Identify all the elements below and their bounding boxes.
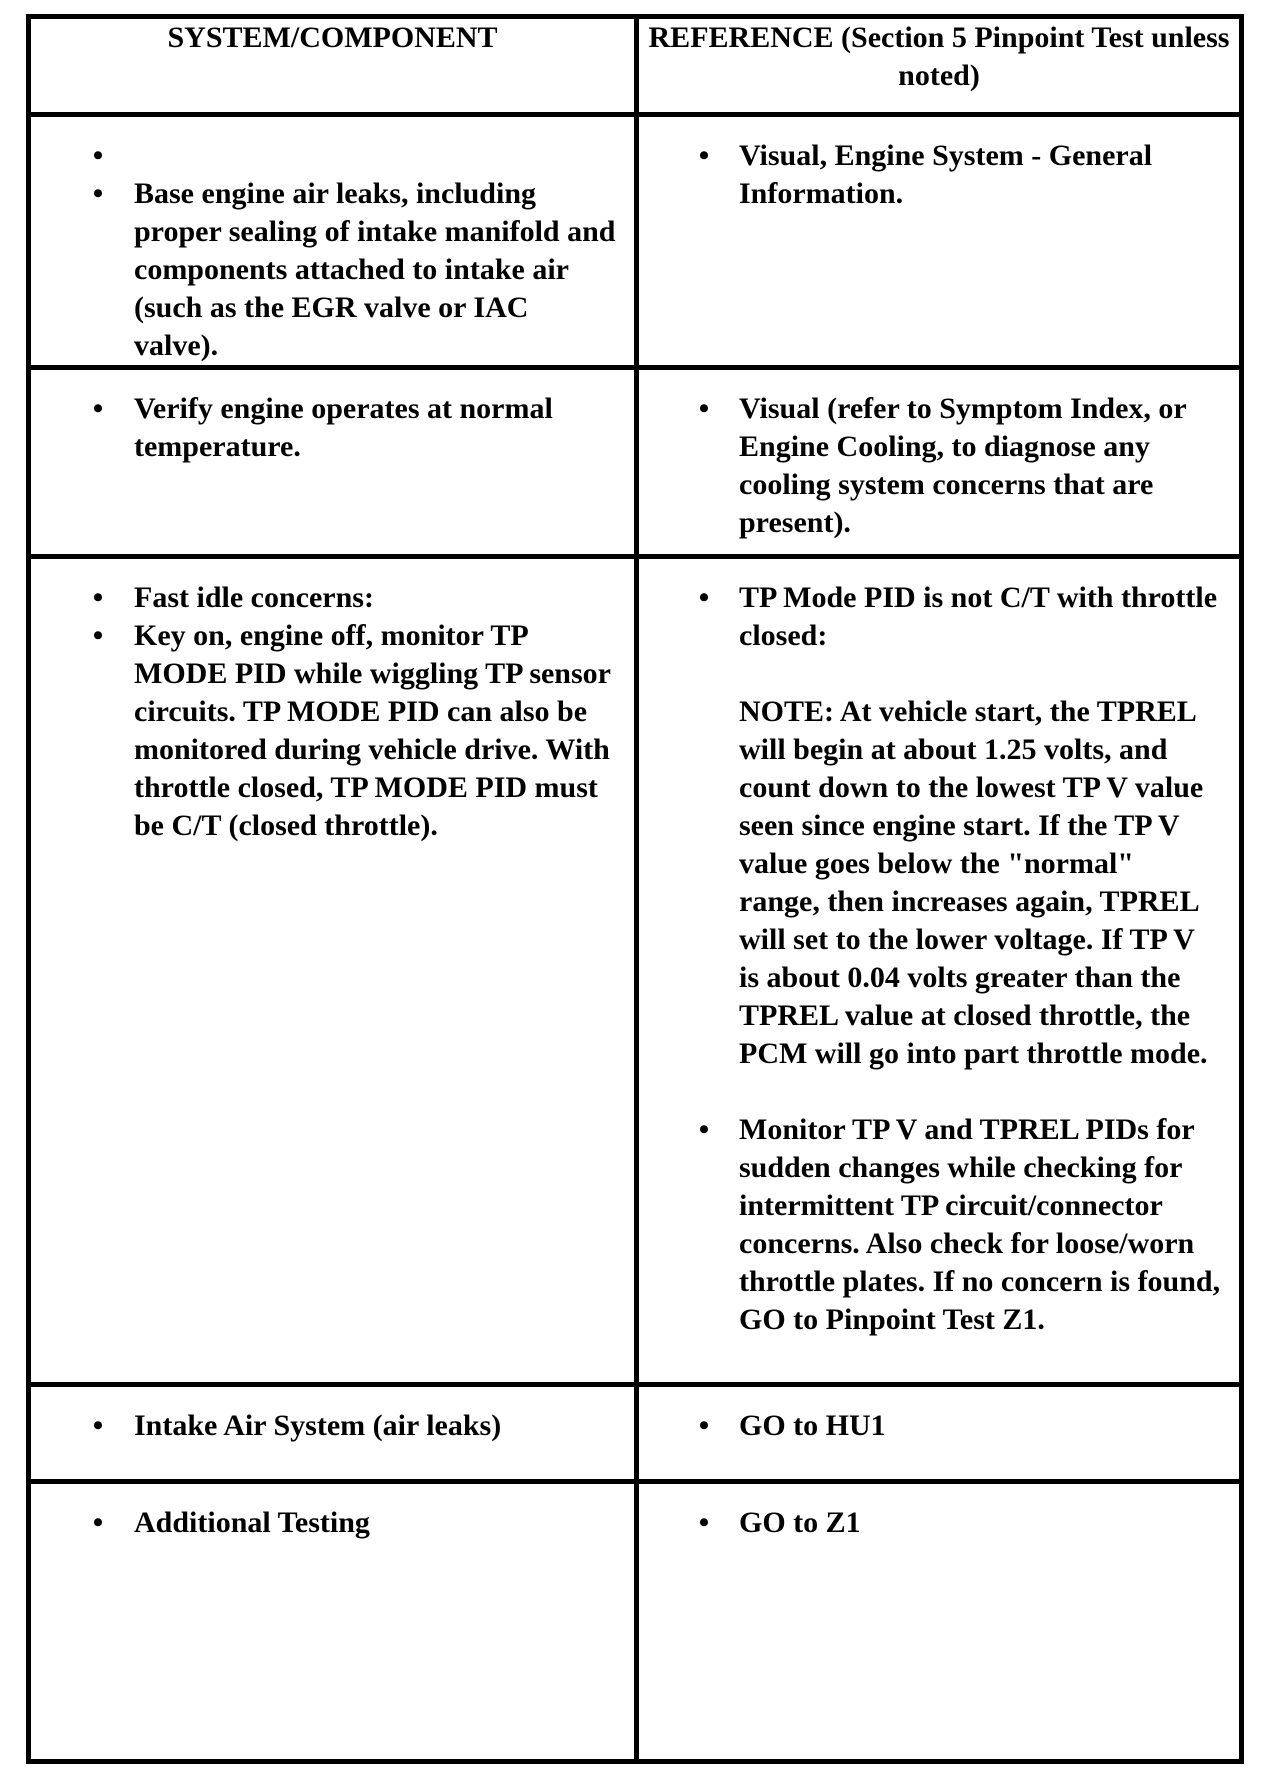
- system-component-cell: [29, 1482, 637, 1762]
- bullet-glyph: •: [698, 581, 710, 614]
- reference-table: [26, 14, 1244, 1764]
- list-item: [639, 1111, 1221, 1339]
- item-text: Monitor TP V and TPREL PIDs for sudden changes while checking for intermittent TP circuit/connector concerns. Also check for loose/worn throttle plates. If no concern is found, GO to Pinpoint Test Z1.: [739, 1113, 1221, 1336]
- table-row: [29, 557, 1242, 1385]
- header-reference: REFERENCE (Section 5 Pinpoint Test unless noted): [637, 17, 1242, 115]
- note-text: NOTE: At vehicle start, the TPREL will begin at about 1.25 volts, and count down to the lowest TP V value seen since engine start. If the TP V value goes below the "normal" range, then increases again, TPREL will set to the lower voltage. If TP V is about 0.04 volts greater than the TPREL value at closed throttle, the PCM will go into part throttle mode.: [739, 695, 1208, 1070]
- list-item: [639, 1504, 1221, 1542]
- system-component-cell: [29, 1385, 637, 1482]
- list-item: [31, 579, 616, 617]
- item-text: Verify engine operates at normal temperature.: [134, 392, 553, 463]
- item-text: Base engine air leaks, including proper sealing of intake manifold and components attached to intake air (such as the EGR valve or IAC valve).: [134, 177, 616, 362]
- reference-cell: [637, 368, 1242, 557]
- header-system-component: SYSTEM/COMPONENT: [29, 17, 637, 115]
- bullet-glyph: •: [698, 1409, 710, 1442]
- system-component-cell: [29, 115, 637, 368]
- item-text: GO to HU1: [739, 1409, 886, 1442]
- bullet-glyph: •: [92, 392, 104, 425]
- bullet-glyph: •: [92, 139, 104, 172]
- list-item: [31, 175, 616, 365]
- bullet-glyph: •: [698, 1506, 710, 1539]
- list-item: [639, 390, 1221, 542]
- item-text: GO to Z1: [739, 1506, 861, 1539]
- item-text: Additional Testing: [134, 1506, 370, 1539]
- item-text: TP Mode PID is not C/T with throttle closed:: [739, 581, 1218, 652]
- system-component-cell: [29, 368, 637, 557]
- reference-cell: [637, 1385, 1242, 1482]
- bullet-glyph: •: [698, 1113, 710, 1146]
- bullet-glyph: •: [92, 581, 104, 614]
- list-item: [639, 137, 1221, 213]
- reference-cell: [637, 1482, 1242, 1762]
- item-text: Intake Air System (air leaks): [134, 1409, 502, 1442]
- list-item: [31, 390, 616, 466]
- item-text: Visual, Engine System - General Information.: [739, 139, 1153, 210]
- item-text: Fast idle concerns:: [134, 581, 374, 614]
- reference-cell: [637, 557, 1242, 1385]
- list-item: [31, 1407, 616, 1445]
- bullet-glyph: •: [92, 1506, 104, 1539]
- bullet-glyph: •: [698, 392, 710, 425]
- bullet-glyph: •: [92, 1409, 104, 1442]
- table-row: [29, 115, 1242, 368]
- list-item: [639, 1407, 1221, 1445]
- list-item: [31, 1504, 616, 1542]
- table-row: [29, 1482, 1242, 1762]
- header-row: [29, 17, 1242, 115]
- bullet-glyph: •: [698, 139, 710, 172]
- reference-cell: [637, 115, 1242, 368]
- bullet-glyph: •: [92, 177, 104, 210]
- item-text: Visual (refer to Symptom Index, or Engine Cooling, to diagnose any cooling system concerns that are present).: [739, 392, 1187, 539]
- table-row: [29, 368, 1242, 557]
- list-item: [31, 617, 616, 845]
- bullet-glyph: •: [92, 619, 104, 652]
- system-component-cell: [29, 557, 637, 1385]
- table-row: [29, 1385, 1242, 1482]
- item-text: Key on, engine off, monitor TP MODE PID while wiggling TP sensor circuits. TP MODE PID can also be monitored during vehicle drive. With throttle closed, TP MODE PID must be C/T (closed throttle).: [134, 619, 611, 842]
- list-item: [31, 137, 616, 175]
- list-item: [639, 579, 1221, 1073]
